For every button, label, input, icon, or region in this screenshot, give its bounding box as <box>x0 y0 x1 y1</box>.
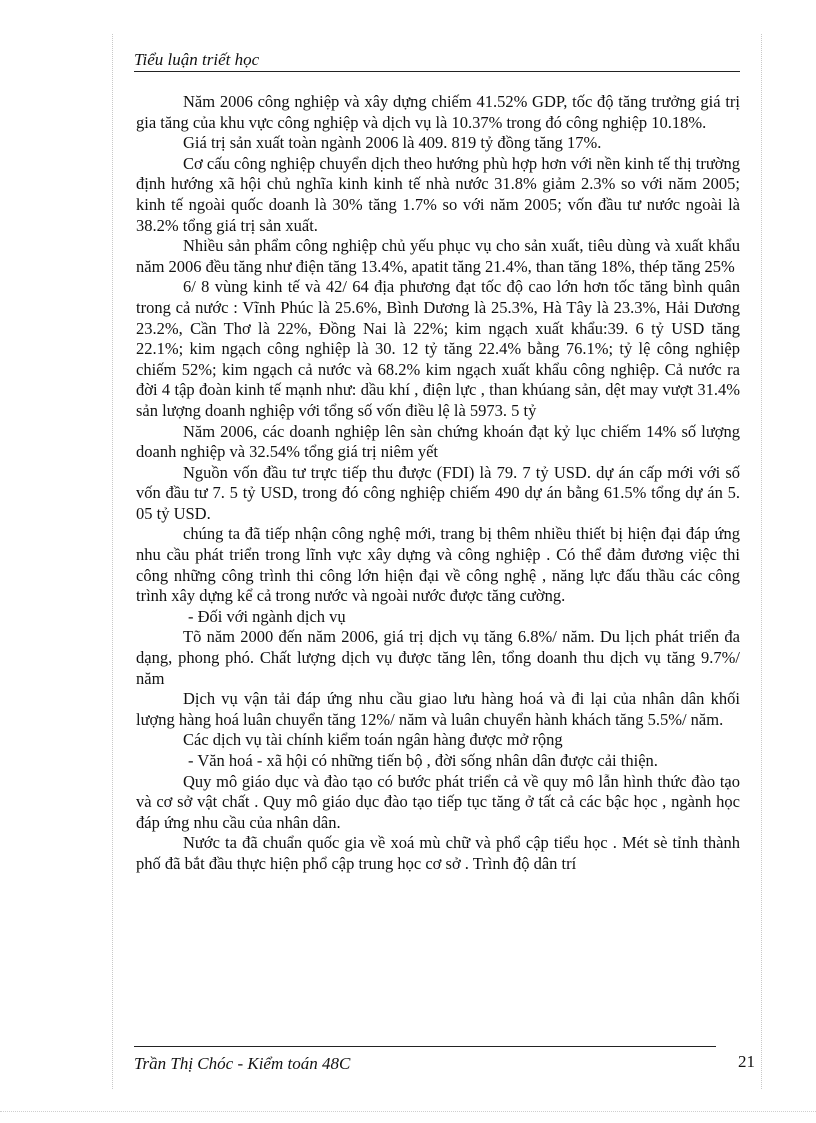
paragraph: Tõ năm 2000 đến năm 2006, giá trị dịch vụ tăng 6.8%/ năm. Du lịch phát triển đa dạng, phong phó. Chất lượng dịch vụ được tăng lên, tổng doanh thu dịch vụ tăng 9.7%/ năm <box>136 627 740 688</box>
footer-rule <box>134 1046 716 1047</box>
paragraph: Nguồn vốn đầu tư trực tiếp thu được (FDI) là 79. 7 tỷ USD. dự án cấp mới với số vốn đầu tư 7. 5 tỷ USD, trong đó công nghiệp chiếm 490 dự án bằng 61.5% tổng dự án 5. 05 tỷ USD. <box>136 462 740 523</box>
paragraph: Cơ cấu công nghiệp chuyển dịch theo hướng phù hợp hơn với nền kinh tế thị trường định hướng xã hội chủ nghĩa kinh kinh tế nhà nước 31.8% giảm 2.3% so với năm 2005; kinh tế ngoài quốc doanh là 30% tăng 1.7% so với năm 2005; vốn đầu tư nước ngoài là 38.2% tổng giá trị sản xuất. <box>136 153 740 235</box>
section-heading: - Văn hoá - xã hội có những tiến bộ , đời sống nhân dân được cải thiện. <box>188 751 658 770</box>
paragraph: Năm 2006, các doanh nghiệp lên sàn chứng khoán đạt kỷ lục chiếm 14% số lượng doanh nghiệp và 32.54% tổng giá trị niêm yết <box>136 421 740 462</box>
body-text <box>136 92 740 875</box>
paragraph: Nước ta đã chuẩn quốc gia về xoá mù chữ và phổ cập tiểu học . Mét sè tỉnh thành phố đã bắt đầu thực hiện phổ cập trung học cơ sở . Trình độ dân trí <box>136 833 740 873</box>
paragraph: Giá trị sản xuất toàn ngành 2006 là 409. 819 tỷ đồng tăng 17%. <box>183 133 602 153</box>
paragraph: Nhiều sản phẩm công nghiệp chủ yếu phục vụ cho sản xuất, tiêu dùng và xuất khẩu năm 2006 đều tăng như điện tăng 13.4%, apatit tăng 21.4%, than tăng 18%, thép tăng 25% <box>136 236 740 276</box>
page-bottom-edge <box>0 1111 816 1112</box>
paragraph: chúng ta đã tiếp nhận công nghệ mới, trang bị thêm nhiều thiết bị hiện đại đáp ứng nhu cầu phát triển trong lĩnh vực xây dựng và công nghiệp . Có thể đảm đương việc thi công những công trình thi công lớn hiện đại về công nghệ , năng lực đấu thầu các công trình xây dựng kể cả trong nước và ngoài nước được tăng cường. <box>136 524 740 606</box>
paragraph: Quy mô giáo dục và đào tạo có bước phát triển cả về quy mô lẫn hình thức đào tạo và cơ sở vật chất . Quy mô giáo dục đào tạo tiếp tục tăng ở tất cả các bậc học , ngành học đáp ứng nhu cầu của nhân dân. <box>136 771 740 832</box>
paragraph: Dịch vụ vận tải đáp ứng nhu cầu giao lưu hàng hoá và đi lại của nhân dân khối lượng hàng hoá luân chuyển tăng 12%/ năm và luân chuyển hành khách tăng 5.5%/ năm. <box>136 689 740 729</box>
header-rule <box>134 71 740 72</box>
header-title: Tiểu luận triết học <box>134 50 260 69</box>
paragraph: Các dịch vụ tài chính kiểm toán ngân hàng được mở rộng <box>183 730 563 750</box>
section-heading: - Đối với ngành dịch vụ <box>188 606 346 626</box>
paragraph: Năm 2006 công nghiệp và xây dựng chiếm 41.52% GDP, tốc độ tăng trưởng giá trị gia tăng của khu vực công nghiệp và dịch vụ là 10.37% trong đó công nghiệp 10.18%. <box>136 92 740 132</box>
paragraph: 6/ 8 vùng kinh tế và 42/ 64 địa phương đạt tốc độ cao lớn hơn tốc tăng bình quân trong cả nước : Vĩnh Phúc là 25.6%, Bình Dương là 25.3%, Hà Tây là 23.3%, Hải Dương 23.2%, Cần Thơ là 22%, Đồng Nai là 22%; kim ngạch xuất khẩu:39. 6 tỷ USD tăng 22.1%; kim ngạch công nghiệp là 30. 12 tỷ tăng 22.4% bằng 76.1%; tỷ lệ công nghiệp chiếm 52%; kim ngạch cả nước và 68.2% kim ngạch xuất khẩu công nghiệp. Cả nước ra đời 4 tập đoàn kinh tế mạnh như: dầu khí , điện lực , than khúang sản, dệt may vượt 31.4% sản lượng doanh nghiệp với tổng số vốn điều lệ là 5973. 5 tỷ <box>136 277 740 420</box>
footer-author: Trần Thị Chóc - Kiểm toán 48C <box>134 1054 351 1073</box>
page-number: 21 <box>738 1052 755 1071</box>
